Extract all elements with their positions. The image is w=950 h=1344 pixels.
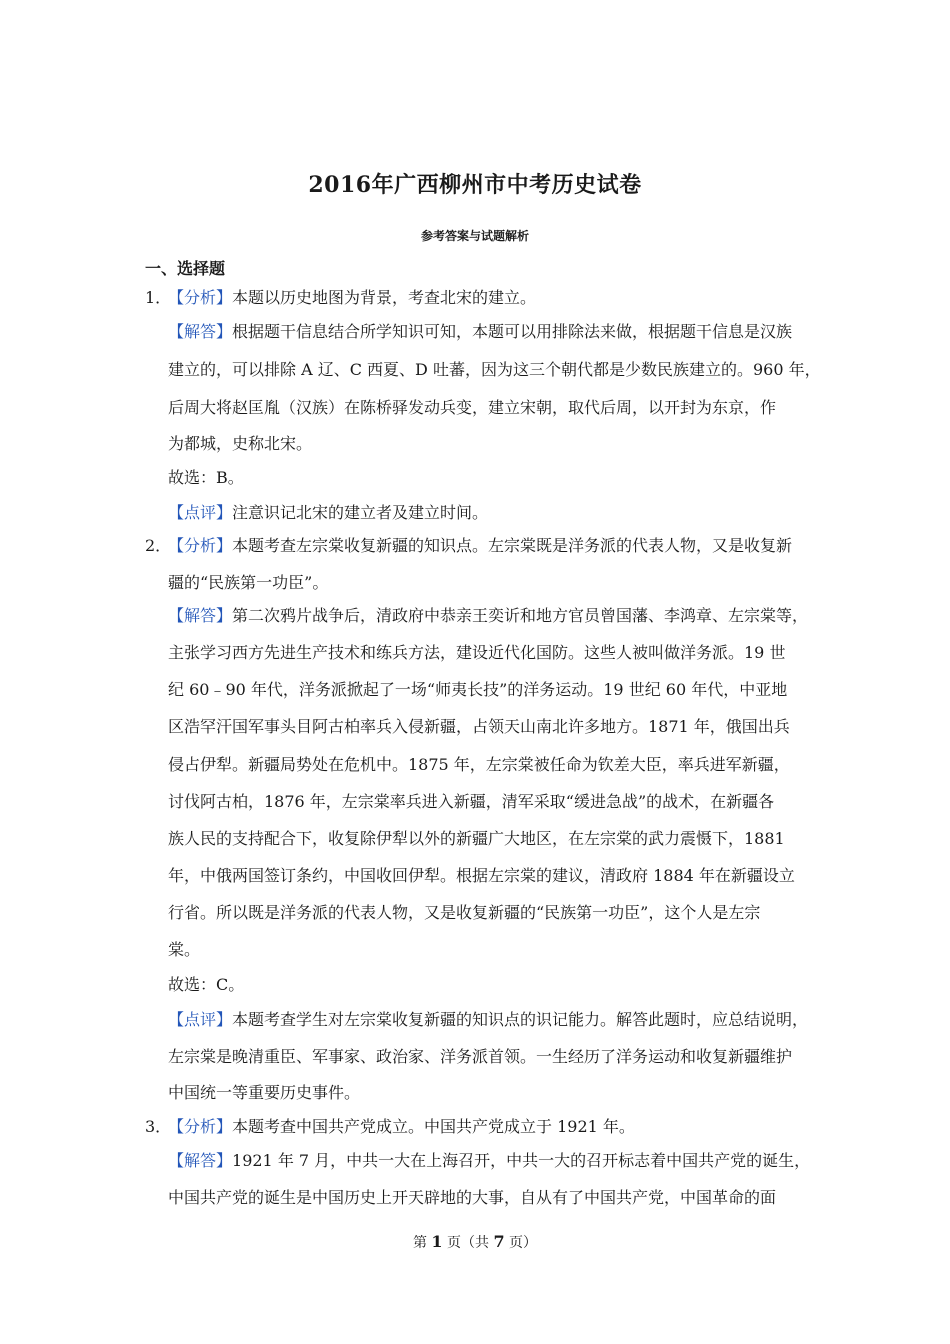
page-footer [0,1232,950,1252]
q1-answer-line-4: 为都城，史称北宋。 [168,434,313,453]
q2-answer-line-8: 年，中俄两国签订条约，中国收回伊犁。根据左宗棠的建议，清政府 1884 年在新疆设立 [168,866,795,885]
q3-answer-line-2: 中国共产党的诞生是中国历史上开天辟地的大事，自从有了中国共产党，中国革命的面 [168,1188,777,1207]
q2-answer-line-10: 棠。 [168,940,201,959]
page-title: 2016年广西柳州市中考历史试卷 [308,172,642,198]
section-heading: 一、选择题 [145,259,226,278]
footer-suffix: 页） [504,1235,538,1251]
footer-total-pages: 7 [493,1232,505,1251]
q2-comment-line-2: 左宗棠是晚清重臣、军事家、政治家、洋务派首领。一生经历了洋务运动和收复新疆维护 [168,1047,793,1066]
answer-tag: 【解答】 [168,606,233,625]
q3-answer-line-1 [168,1151,810,1171]
q3-analysis [168,1117,635,1137]
comment-tag: 【点评】 [168,1010,233,1029]
q2-comment-line-3: 中国统一等重要历史事件。 [168,1083,361,1102]
q2-analysis-line-2: 疆的“民族第一功臣”。 [168,573,329,592]
answer-tag: 【解答】 [168,1151,233,1170]
page-subtitle: 参考答案与试题解析 [420,229,529,243]
analysis-tag: 【分析】 [168,288,233,307]
q2-answer-line-6: 讨伐阿古柏，1876 年，左宗棠率兵进入新疆，清军采取“缓进急战”的战术，在新疆各 [168,792,775,811]
q2-answer-line-3: 纪 60﹣90 年代，洋务派掀起了一场“师夷长技”的洋务运动。19 世纪 60 年代，中亚地 [168,680,788,699]
analysis-tag: 【分析】 [168,1117,233,1136]
q1-answer-line-3: 后周大将赵匡胤（汉族）在陈桥驿发动兵变，建立宋朝，取代后周，以开封为东京，作 [168,398,777,417]
q2-answer-line-5: 侵占伊犁。新疆局势处在危机中。1875 年，左宗棠被任命为钦差大臣，率兵进军新疆， [168,755,790,774]
analysis-text: 本题考查左宗棠收复新疆的知识点。左宗棠既是洋务派的代表人物，又是收复新 [232,536,793,555]
q1-answer-line-2: 建立的，可以排除 A 辽、C 西夏、D 吐蕃，因为这三个朝代都是少数民族建立的。960 年， [168,360,821,379]
question-3-number: 3． [145,1117,172,1136]
q1-comment [168,503,488,523]
q2-answer-line-4: 区浩罕汗国军事头目阿古柏率兵入侵新疆，占领天山南北许多地方。1871 年，俄国出兵 [168,717,790,736]
analysis-text: 本题以历史地图为背景，考查北宋的建立。 [232,288,537,307]
comment-tag: 【点评】 [168,503,233,522]
q2-answer-line-7: 族人民的支持配合下，收复除伊犁以外的新疆广大地区，在左宗棠的武力震慑下，1881 [168,829,785,848]
answer-text: 1921 年 7 月，中共一大在上海召开，中共一大的召开标志着中国共产党的诞生， [232,1151,811,1170]
q2-analysis-line-1 [168,536,792,556]
footer-page-number: 1 [431,1232,443,1251]
answer-text: 根据题干信息结合所学知识可知，本题可以用排除法来做，根据题干信息是汉族 [232,322,793,341]
question-2-number: 2． [145,536,172,555]
footer-middle: 页（共 [442,1235,494,1251]
q2-comment-line-1 [168,1010,808,1030]
q1-answer-line-1 [168,322,792,342]
analysis-text: 本题考查中国共产党成立。中国共产党成立于 1921 年。 [232,1117,635,1136]
q1-choice: 故选：B。 [168,468,244,487]
answer-tag: 【解答】 [168,322,233,341]
comment-text: 注意识记北宋的建立者及建立时间。 [232,503,489,522]
q1-analysis [168,288,536,308]
q2-answer-line-9: 行省。所以既是洋务派的代表人物，又是收复新疆的“民族第一功臣”，这个人是左宗 [168,903,761,922]
question-1-number: 1． [145,288,172,307]
q2-answer-line-2: 主张学习西方先进生产技术和练兵方法，建设近代化国防。这些人被叫做洋务派。19 世 [168,643,786,662]
footer-prefix: 第 [412,1235,432,1251]
q2-answer-line-1 [168,606,808,626]
analysis-tag: 【分析】 [168,536,233,555]
q2-choice: 故选：C。 [168,975,245,994]
comment-text: 本题考查学生对左宗棠收复新疆的知识点的识记能力。解答此题时，应总结说明， [232,1010,809,1029]
answer-text: 第二次鸦片战争后，清政府中恭亲王奕䜣和地方官员曾国藩、李鸿章、左宗棠等， [232,606,809,625]
